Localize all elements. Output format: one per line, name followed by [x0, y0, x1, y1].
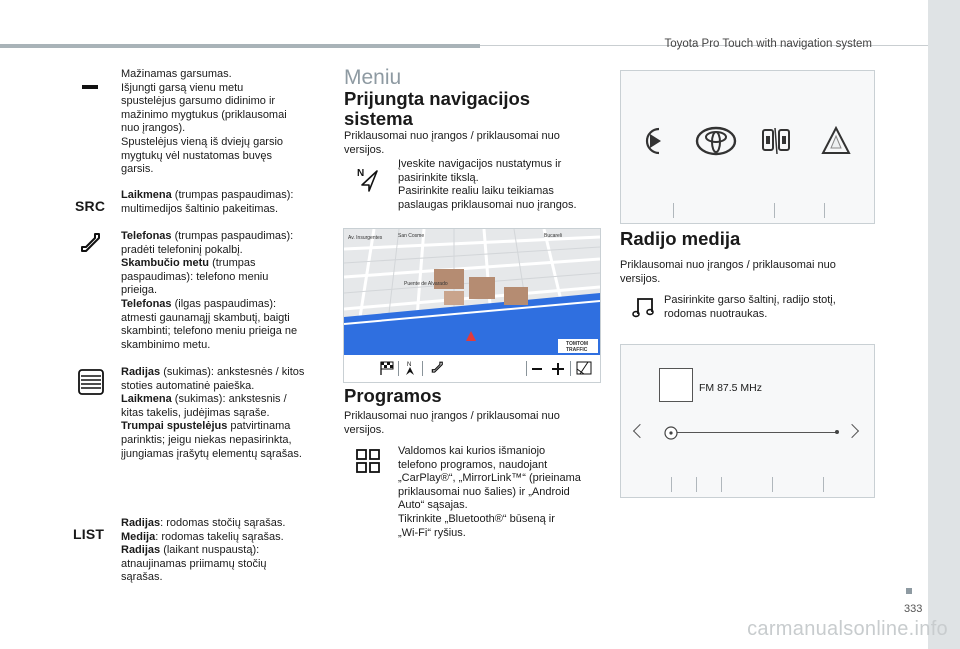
- tomtom-logo-line: TOMTOM: [566, 341, 589, 347]
- text: (laikant nuspaustą):: [160, 544, 260, 557]
- bottom-bar-separator: [774, 203, 775, 218]
- text-line: [121, 298, 331, 312]
- term: Laikmena: [121, 393, 172, 406]
- running-header: Toyota Pro Touch with navigation system: [664, 38, 872, 50]
- text-line: versijos.: [344, 143, 385, 156]
- term: Laikmena: [121, 189, 172, 201]
- text-line: Priklausomai nuo įrangos / priklausomai nuo: [344, 410, 560, 422]
- text-line: priklausomai nuo šalies) ir „Android: [398, 485, 570, 498]
- phone-icon: [78, 232, 102, 256]
- src-button-label: SRC: [75, 198, 106, 214]
- radio-description: [664, 294, 874, 321]
- bottom-bar-separator: [696, 477, 697, 492]
- prev-station-icon[interactable]: [633, 424, 647, 438]
- compass-icon[interactable]: [404, 360, 416, 376]
- text-line: Pasirinkite garso šaltinį, radijo stotį,: [664, 294, 836, 306]
- term: Skambučio metu: [121, 257, 210, 270]
- svg-text:N: N: [407, 362, 412, 368]
- carplay-icon[interactable]: [641, 126, 667, 156]
- text-line: sąrašas.: [121, 571, 163, 584]
- text-line: Pasirinkite realiu laiku teikiamas: [398, 185, 554, 198]
- text-line: skambinti; telefono meniu prieiga ne: [121, 325, 298, 338]
- text: (sukimas): ankstesnis /: [171, 393, 287, 406]
- text-line: spustelėjus garsumo didinimo ir: [121, 95, 276, 108]
- navigation-icon: [356, 166, 380, 192]
- flag-icon[interactable]: [380, 361, 394, 375]
- bottom-bar-separator: [824, 203, 825, 218]
- text-line: Spustelėjus vieną iš dviejų garsio: [121, 135, 284, 148]
- apps-description: [398, 445, 608, 540]
- phone-description: [121, 230, 331, 352]
- bottom-bar-separator: [772, 477, 773, 492]
- term: Radijas: [121, 544, 161, 557]
- nav-heading: [344, 89, 604, 129]
- text-line: versijos.: [620, 272, 661, 285]
- text-line: nuo įrangos).: [121, 122, 186, 135]
- text-line: versijos.: [344, 423, 385, 436]
- term: Radijas: [121, 366, 161, 378]
- apps-grid-icon: [356, 449, 380, 473]
- page-number: 333: [904, 603, 923, 615]
- text-line: atnaujinamas priimamų stočių: [121, 557, 267, 570]
- music-note-icon: [632, 296, 656, 318]
- text-line: pradėti telefoninį pokalbį.: [121, 243, 243, 256]
- toolbar-separator: [526, 361, 527, 376]
- text-line: [121, 531, 331, 545]
- map-layers-icon[interactable]: [576, 361, 592, 375]
- text-line: stoties automatinė paieška.: [121, 379, 255, 392]
- text-line: garsis.: [121, 163, 154, 176]
- term: Radijas: [121, 517, 161, 529]
- svg-text:N: N: [357, 168, 365, 179]
- text-line: [121, 517, 331, 531]
- text-line: atmesti gaunamąjį skambutį, baigti: [121, 311, 290, 324]
- volume-down-description: [121, 68, 331, 177]
- text-line: [121, 393, 331, 407]
- text-line: telefono programos, naudojant: [398, 458, 548, 471]
- apps-heading: Programos: [344, 385, 442, 406]
- slider-handle[interactable]: [663, 425, 679, 441]
- term: Telefonas: [121, 297, 172, 310]
- text-line: mygtukų vėl nustatomas buvęs: [121, 149, 273, 162]
- text-line: skambinimo metu.: [121, 338, 211, 351]
- map-street-label: Av. Insurgentes: [348, 235, 383, 241]
- next-station-icon[interactable]: [845, 424, 859, 438]
- text-line: mažinimo mygtukus (priklausomai: [121, 108, 287, 121]
- map-street-label: Bucareli: [544, 233, 563, 239]
- text-line: kitas takelis, judėjimas sąraše.: [121, 406, 270, 419]
- radio-intro: [620, 259, 880, 286]
- text-line: prieiga.: [121, 284, 158, 297]
- page-edge-strip: [928, 0, 960, 649]
- menu-section-title: Meniu: [344, 66, 402, 89]
- text: (trumpas: [209, 257, 256, 270]
- heading-line: sistema: [344, 108, 413, 129]
- text-line: „CarPlay®“, „MirrorLink™“ (prieinama: [398, 472, 581, 485]
- text-line: pasirinkite tikslą.: [398, 171, 479, 184]
- navigation-icon[interactable]: [821, 126, 851, 156]
- toyota-logo-icon[interactable]: [695, 126, 737, 156]
- map-view[interactable]: [344, 229, 600, 355]
- text-line: [121, 366, 331, 380]
- zoom-out-icon[interactable]: [532, 368, 542, 370]
- text-line: paspaudimas): telefono meniu: [121, 270, 269, 283]
- home-screen[interactable]: [620, 70, 875, 224]
- bottom-bar-separator: [823, 477, 824, 492]
- fm-frequency: FM 87.5 MHz: [699, 382, 763, 394]
- text-line: [121, 189, 331, 203]
- map-toolbar: [344, 355, 600, 382]
- text-line: parinktis; jeigu niekas nepasirinkta,: [121, 433, 292, 446]
- text-line: Įveskite navigacijos nustatymus ir: [398, 158, 562, 170]
- text-line: rodomas nuotraukas.: [664, 307, 768, 320]
- frequency-slider[interactable]: [665, 432, 837, 433]
- text: (trumpas paspaudimas):: [171, 230, 294, 242]
- text-line: Tikrinkite „Bluetooth®“ būseną ir: [398, 512, 555, 525]
- toolbar-separator: [398, 361, 399, 376]
- dial-description: [121, 366, 331, 461]
- term: Telefonas: [121, 230, 172, 242]
- text-line: [121, 420, 331, 434]
- text-line: paslaugas priklausomai nuo įrangos.: [398, 198, 577, 211]
- station-artwork: [659, 368, 693, 402]
- text: (ilgas paspaudimas):: [171, 297, 277, 310]
- text-line: „Wi-Fi“ ryšius.: [398, 526, 466, 539]
- section-marker: [906, 588, 912, 594]
- term: Trumpai spustelėjus: [121, 420, 228, 433]
- volume-down-icon: [82, 85, 98, 89]
- nav-description: [398, 158, 603, 212]
- map-street-label: Puente de Alvarado: [404, 281, 448, 287]
- text-line: Auto“ sąsajas.: [398, 499, 468, 512]
- watermark: carmanualsonline.info: [747, 618, 948, 640]
- nav-intro: [344, 130, 604, 157]
- dial-icon: [78, 369, 104, 395]
- slider-end-dot: [835, 430, 839, 434]
- text-line: įjungiamas įrašytų elementų sąrašas.: [121, 447, 302, 460]
- text: : rodomas takelių sąrašas.: [155, 530, 284, 543]
- tomtom-logo-line: TRAFFIC: [566, 347, 588, 353]
- text-line: Priklausomai nuo įrangos / priklausomai nuo: [344, 130, 560, 142]
- toolbar-separator: [570, 361, 571, 376]
- text: (sukimas): ankstesnės / kitos: [160, 366, 305, 378]
- text-line: [121, 230, 331, 244]
- apps-intro: [344, 410, 604, 437]
- bottom-bar-separator: [721, 477, 722, 492]
- zoom-in-icon[interactable]: [552, 363, 564, 375]
- list-description: [121, 517, 331, 585]
- map-street-label: San Cosme: [398, 233, 425, 239]
- text-line: Valdomos kai kurios išmaniojo: [398, 445, 546, 457]
- list-button-label: LIST: [73, 526, 105, 542]
- bottom-bar-separator: [673, 203, 674, 218]
- text: (trumpas paspaudimas):: [171, 189, 294, 201]
- radio-heading: Radijo medija: [620, 228, 741, 249]
- map-screen[interactable]: [343, 228, 601, 383]
- phone-icon[interactable]: [430, 361, 444, 375]
- toolbar-separator: [422, 361, 423, 376]
- text: patvirtinama: [227, 420, 291, 433]
- text-line: multimedijos šaltinio pakeitimas.: [121, 202, 279, 215]
- text-line: Priklausomai nuo įrangos / priklausomai nuo: [620, 259, 836, 271]
- src-description: [121, 189, 331, 216]
- text: : rodomas stočių sąrašas.: [160, 517, 286, 529]
- text-line: Išjungti garsą vienu metu: [121, 81, 244, 94]
- term: Medija: [121, 530, 156, 543]
- radio-screen[interactable]: [620, 344, 875, 498]
- text-line: [121, 257, 331, 271]
- text-line: Mažinamas garsumas.: [121, 68, 232, 80]
- text-line: [121, 544, 331, 558]
- header-rule: [0, 44, 480, 48]
- mirrorlink-icon[interactable]: [761, 126, 791, 156]
- heading-line: Prijungta navigacijos: [344, 88, 531, 109]
- bottom-bar-separator: [671, 477, 672, 492]
